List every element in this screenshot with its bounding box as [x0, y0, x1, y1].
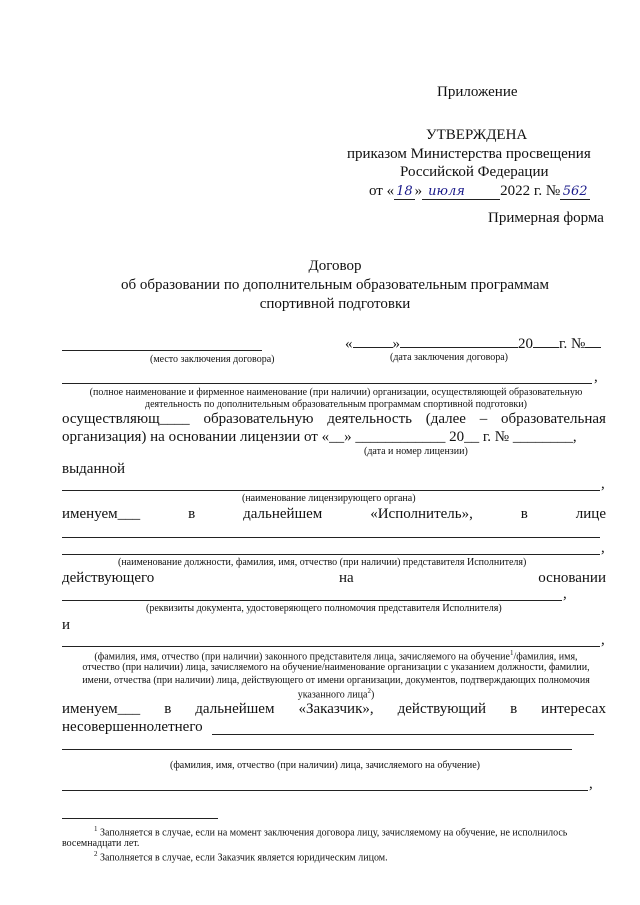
- customer-word: «Заказчик»,: [298, 701, 374, 717]
- comma: ,: [589, 776, 593, 792]
- footnote-2: [94, 850, 388, 863]
- customer-caption-line-4: [62, 687, 610, 700]
- student-name-field[interactable]: [62, 790, 588, 791]
- date-from-text: от «: [369, 183, 395, 199]
- form-type-label: Примерная форма: [488, 210, 604, 226]
- issued-label: выданной: [62, 461, 126, 477]
- named-word: в: [520, 506, 528, 522]
- place-field[interactable]: [62, 350, 262, 351]
- number-prefix: г. №: [559, 336, 586, 352]
- activity-word: –: [479, 411, 488, 427]
- order-line-2: Российской Федерации: [400, 164, 549, 180]
- minor-field-1[interactable]: [212, 734, 594, 735]
- customer-caption-text: указанного лица: [297, 689, 368, 701]
- activity-line: [62, 411, 606, 428]
- doc-title-line-1: Договор: [308, 258, 362, 274]
- doc-title-line-2: об образовании по дополнительным образовательным программам: [120, 277, 550, 293]
- footnote-1-text: Заполняется в случае, если на момент заключения договора лицу, зачисляемому на обучение, не исполнилось: [100, 827, 568, 839]
- executor-rep-field-1[interactable]: [62, 537, 600, 538]
- footnote-ref-1: 1: [509, 649, 514, 657]
- customer-caption-line-3: имени, отчества (при наличии) лица, действующего от имени организации, документов, подтверждающих полномочия: [82, 675, 590, 686]
- comma: ,: [563, 586, 567, 602]
- named-customer-line: [62, 701, 606, 718]
- footnote-ref-2: 2: [367, 687, 371, 695]
- comma: ,: [601, 540, 605, 556]
- activity-word: деятельность: [327, 411, 412, 427]
- customer-word: дальнейшем: [195, 701, 275, 717]
- acting-word: основании: [538, 570, 606, 586]
- footnote-1: [94, 825, 567, 838]
- license-line: организация) на основании лицензии от «__» ____________ 20__ г. № ________,: [62, 429, 577, 445]
- acting-word: на: [338, 570, 354, 586]
- activity-word: осуществляющ____: [62, 411, 190, 427]
- minor-label: несовершеннолетнего: [62, 719, 203, 735]
- comma: ,: [594, 369, 598, 385]
- acting-basis-line: [62, 570, 606, 587]
- authority-doc-field[interactable]: [62, 600, 562, 601]
- footnote-2-number: 2: [94, 850, 98, 858]
- footnote-separator: [62, 818, 218, 819]
- date-year-text: 2022 г. №: [500, 183, 561, 199]
- customer-word: действующий: [397, 701, 487, 717]
- named-word: именуем___: [62, 506, 141, 522]
- contract-date-field[interactable]: [345, 336, 601, 353]
- order-line-1: приказом Министерства просвещения: [347, 146, 591, 162]
- licensing-body-caption: (наименование лицензирующего органа): [242, 493, 416, 504]
- org-caption-line-2: деятельность по дополнительным образовательным программам спортивной подготовки): [145, 399, 527, 410]
- customer-caption-text: /фамилия, имя,: [513, 651, 578, 663]
- order-date-line: [369, 183, 590, 200]
- customer-caption-text: (фамилия, имя, отчество (при наличии) законного представителя лица, зачисляемого на обучение: [94, 651, 510, 663]
- organization-name-field[interactable]: [62, 383, 592, 384]
- executor-rep-caption: (наименование должности, фамилия, имя, отчество (при наличии) представителя Исполнителя): [118, 557, 527, 568]
- customer-word: именуем___: [62, 701, 141, 717]
- activity-word: образовательная: [501, 411, 606, 427]
- minor-field-2[interactable]: [62, 749, 572, 750]
- footnote-2-text: Заполняется в случае, если Заказчик является юридическим лицом.: [100, 852, 388, 864]
- acting-word: действующего: [62, 570, 155, 586]
- named-word: дальнейшем: [243, 506, 323, 522]
- and-label: и: [62, 617, 71, 633]
- customer-caption-line-1: [62, 649, 610, 662]
- doc-title-line-3: спортивной подготовки: [259, 296, 411, 312]
- customer-field[interactable]: [62, 646, 600, 647]
- date-caption: (дата заключения договора): [390, 352, 508, 363]
- customer-caption-text: ): [370, 689, 375, 701]
- comma: ,: [601, 632, 605, 648]
- appendix-label: Приложение: [437, 84, 518, 100]
- activity-word: (далее: [425, 411, 466, 427]
- approved-label: УТВЕРЖДЕНА: [426, 127, 528, 143]
- place-caption: (место заключения договора): [150, 354, 275, 365]
- license-caption: (дата и номер лицензии): [364, 446, 468, 457]
- named-executor-line: [62, 506, 606, 523]
- named-word: «Исполнитель»,: [370, 506, 473, 522]
- customer-caption-line-2: отчество (при наличии) лица, зачисляемого на обучение/наименование организации с указанием должности, фамилии,: [82, 662, 590, 673]
- activity-word: образовательную: [203, 411, 314, 427]
- named-word: в: [188, 506, 196, 522]
- customer-word: в: [164, 701, 172, 717]
- footnote-1-number: 1: [94, 825, 98, 833]
- executor-rep-field-2[interactable]: [62, 554, 600, 555]
- footnote-1-continuation: восемнадцати лет.: [62, 838, 140, 849]
- customer-word: интересах: [541, 701, 606, 717]
- comma: ,: [601, 476, 605, 492]
- named-word: лице: [575, 506, 606, 522]
- quote-open: «: [345, 336, 353, 352]
- date-month-handwritten: июля: [422, 184, 500, 200]
- licensing-body-field[interactable]: [62, 490, 600, 491]
- order-number-handwritten: 562: [560, 184, 590, 200]
- authority-doc-caption: (реквизиты документа, удостоверяющего полномочия представителя Исполнителя): [146, 603, 502, 614]
- date-mid-text: »: [414, 183, 423, 199]
- date-day-handwritten: 18: [396, 184, 413, 199]
- student-caption: (фамилия, имя, отчество (при наличии) лица, зачисляемого на обучение): [170, 760, 480, 771]
- customer-word: в: [510, 701, 518, 717]
- quote-close: »: [392, 336, 400, 352]
- year-prefix: 20: [518, 336, 533, 352]
- org-caption-line-1: (полное наименование и фирменное наименование (при наличии) организации, осуществляющей образовательную: [89, 387, 583, 398]
